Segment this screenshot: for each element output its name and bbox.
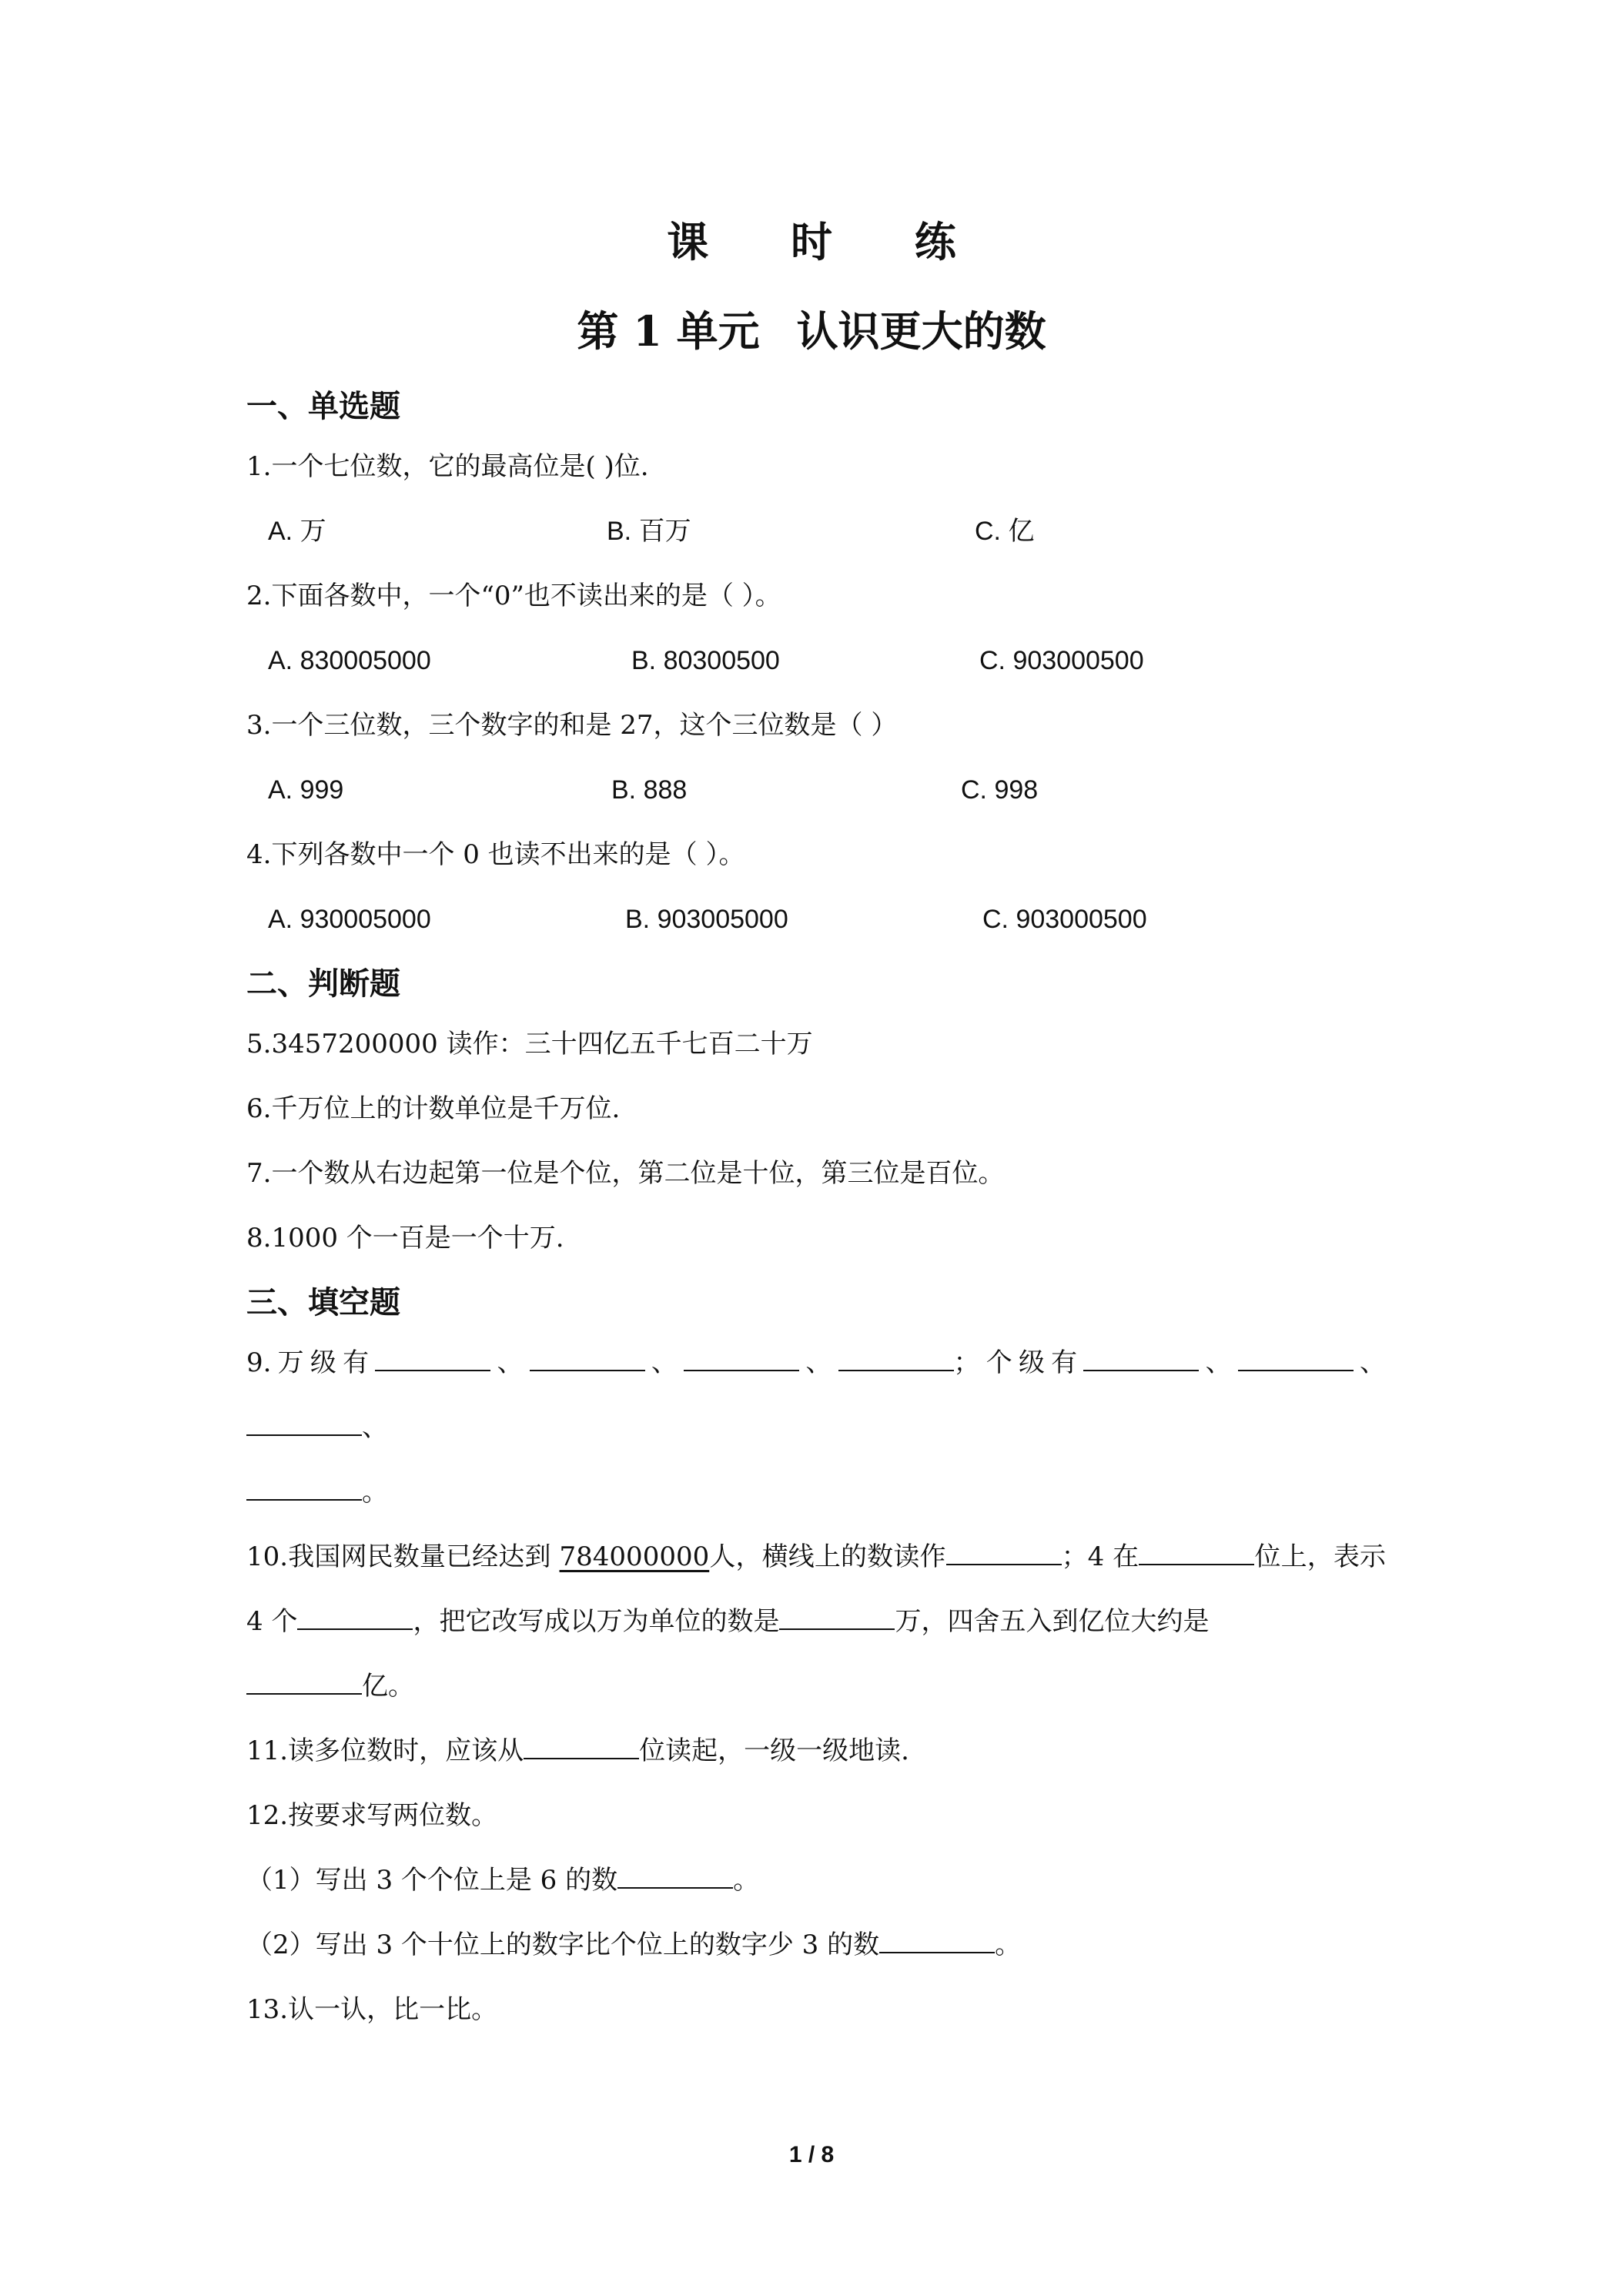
- section-heading-fill-blank: 三、填空题: [246, 1284, 400, 1320]
- answer-blank[interactable]: [838, 1347, 954, 1371]
- question-1-options: [246, 499, 1386, 564]
- unit-title: [0, 299, 1623, 358]
- question-11: 11.读多位数时，应该从 位读起，一级一级地读.: [246, 1735, 909, 1766]
- question-9: 9.万级有 、 、 、 ；个级有 、 、、 。: [246, 1347, 1387, 1508]
- question-4: 4.下列各数中一个 0 也读不出来的是（ ）。: [246, 839, 745, 870]
- answer-blank[interactable]: [375, 1347, 490, 1371]
- answer-blank[interactable]: [1139, 1541, 1254, 1565]
- question-2: 2.下面各数中，一个“0”也不读出来的是（ ）。: [246, 581, 781, 611]
- question-5: 5.3457200000 读作：三十四亿五千七百二十万: [246, 1029, 813, 1059]
- answer-blank[interactable]: [297, 1605, 413, 1630]
- option-c: C. 亿: [975, 517, 1035, 546]
- question-6: 6.千万位上的计数单位是千万位.: [246, 1093, 621, 1124]
- question-10: 10.我国网民数量已经达到 784000000人，横线上的数读作 ；4 在 位上，表示 4 个 ，把它改写成以万为单位的数是 万，四舍五入到亿位大约是 亿。: [246, 1541, 1386, 1702]
- worksheet-content: [246, 374, 1386, 2042]
- answer-blank[interactable]: [1238, 1347, 1354, 1371]
- answer-blank[interactable]: [246, 1476, 362, 1501]
- option-b: B. 903005000: [625, 905, 788, 934]
- answer-blank[interactable]: [779, 1605, 895, 1630]
- option-c: C. 903000500: [979, 646, 1144, 675]
- answer-blank[interactable]: [617, 1864, 733, 1889]
- question-13: 13.认一认，比一比。: [246, 1994, 498, 2025]
- question-4-options: [246, 887, 1386, 952]
- answer-blank[interactable]: [879, 1929, 995, 1953]
- answer-blank[interactable]: [530, 1347, 645, 1371]
- question-2-options: [246, 628, 1386, 693]
- option-b: B. 888: [611, 775, 688, 805]
- page-number: 1 / 8: [788, 2142, 835, 2167]
- option-a: A. 999: [268, 775, 344, 805]
- answer-blank[interactable]: [524, 1735, 639, 1759]
- section-heading-single-choice: 一、单选题: [246, 388, 400, 424]
- option-b: B. 百万: [607, 517, 691, 546]
- answer-blank[interactable]: [684, 1347, 799, 1371]
- option-c: C. 903000500: [982, 905, 1147, 934]
- question-3: 3.一个三位数，三个数字的和是 27，这个三位数是（ ）: [246, 710, 898, 741]
- option-a: A. 930005000: [268, 905, 431, 934]
- option-a: A. 万: [268, 517, 326, 546]
- question-12-part-1: （1）写出 3 个个位上是 6 的数 。: [246, 1865, 760, 1896]
- question-3-options: [246, 758, 1386, 822]
- question-8: 8.1000 个一百是一个十万.: [246, 1223, 564, 1253]
- question-7: 7.一个数从右边起第一位是个位，第二位是十位，第三位是百位。: [246, 1158, 1005, 1189]
- worksheet-title: 课 时 练: [667, 217, 990, 266]
- answer-blank[interactable]: [246, 1670, 362, 1695]
- answer-blank[interactable]: [1083, 1347, 1199, 1371]
- answer-blank[interactable]: [946, 1541, 1062, 1565]
- underlined-number: 784000000: [559, 1541, 710, 1572]
- option-c: C. 998: [961, 775, 1039, 805]
- unit-number: 第 1 单元: [577, 306, 760, 356]
- option-a: A. 830005000: [268, 646, 431, 675]
- question-12: 12.按要求写两位数。: [246, 1800, 498, 1831]
- section-heading-true-false: 二、判断题: [246, 966, 400, 1002]
- question-1: 1.一个七位数，它的最高位是( )位.: [246, 451, 649, 482]
- question-12-part-2: （2）写出 3 个十位上的数字比个位上的数字少 3 的数 。: [246, 1930, 1022, 1960]
- answer-blank[interactable]: [246, 1411, 362, 1436]
- unit-name: 认识更大的数: [796, 306, 1046, 356]
- option-b: B. 80300500: [631, 646, 780, 675]
